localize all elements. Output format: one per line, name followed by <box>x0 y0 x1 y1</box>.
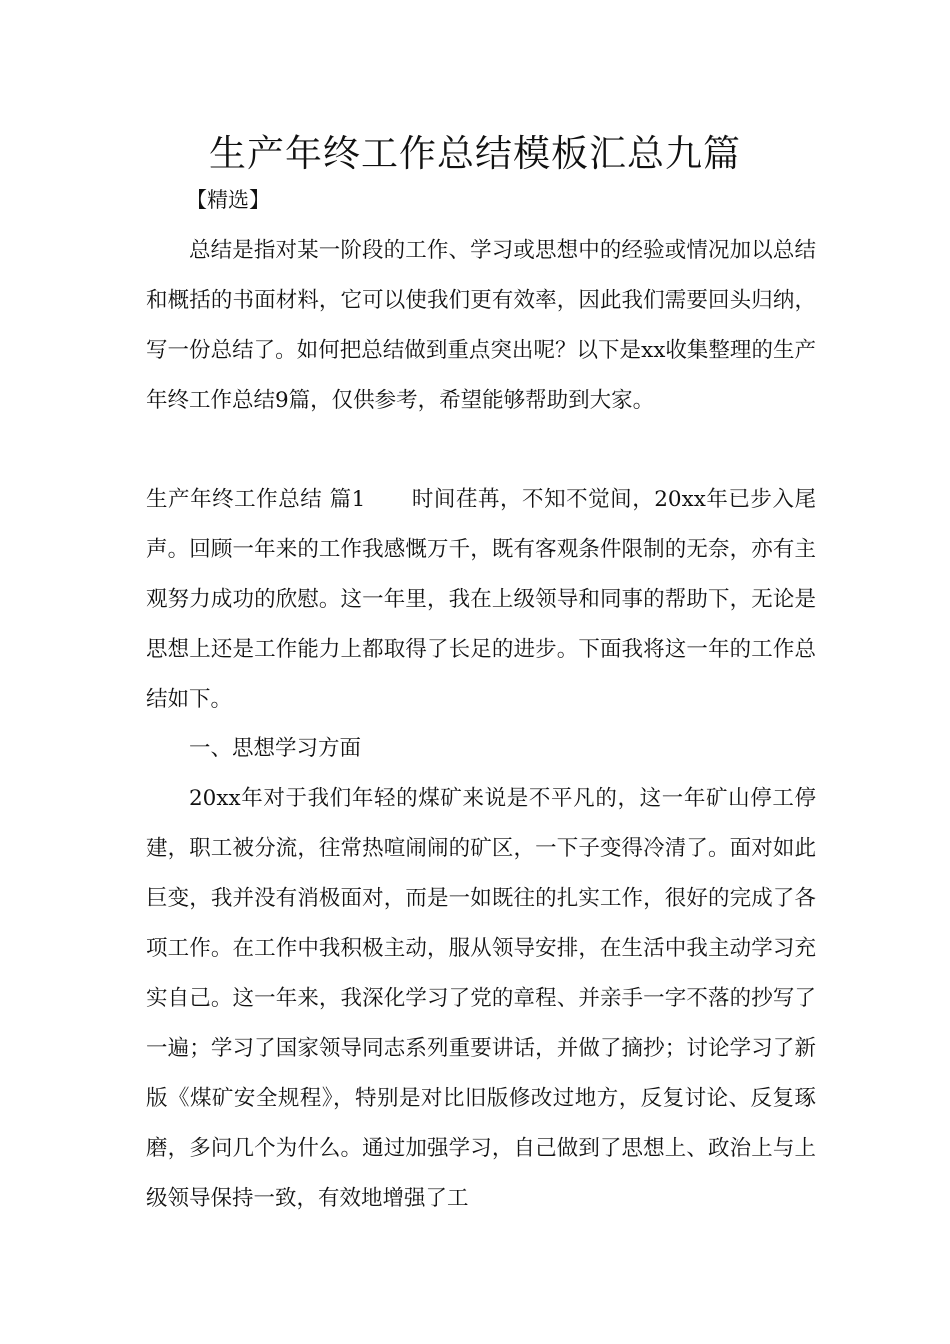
article-1-heading: 生产年终工作总结 篇1 <box>146 487 366 512</box>
article-1-opening-text: 时间荏苒，不知不觉间，20xx年已步入尾声。回顾一年来的工作我感慨万千，既有客观条件限制的无奈，亦有主观努力成功的欣慰。这一年里，我在上级领导和同事的帮助下，无论是思想上还是工作能力上都取得了长足的进步。下面我将这一年的工作总结如下。 <box>146 487 816 712</box>
selection-tag: 【精选】 <box>186 188 270 212</box>
document-title: 生产年终工作总结模板汇总九篇 <box>209 132 741 175</box>
intro-paragraph: 总结是指对某一阶段的工作、学习或思想中的经验或情况加以总结和概括的书面材料，它可以使我们更有效率，因此我们需要回头归纳，写一份总结了。如何把总结做到重点突出呢？以下是xx收集整理的生产年终工作总结9篇，仅供参考，希望能够帮助到大家。 <box>146 238 816 413</box>
section-1-heading: 一、思想学习方面 <box>189 736 362 761</box>
section-1-body: 20xx年对于我们年轻的煤矿来说是不平凡的，这一年矿山停工停建，职工被分流，往常热喧闹闹的矿区，一下子变得冷清了。面对如此巨变，我并没有消极面对，而是一如既往的扎实工作，很好的完成了各项工作。在工作中我积极主动，服从领导安排，在生活中我主动学习充实自己。这一年来，我深化学习了党的章程、并亲手一字不落的抄写了一遍；学习了国家领导同志系列重要讲话，并做了摘抄；讨论学习了新版《煤矿安全规程》，特别是对比旧版修改过地方，反复讨论、反复琢磨，多问几个为什么。通过加强学习，自己做到了思想上、政治上与上级领导保持一致，有效地增强了工 <box>146 786 816 1211</box>
article-1-opening-paragraph <box>146 475 816 725</box>
